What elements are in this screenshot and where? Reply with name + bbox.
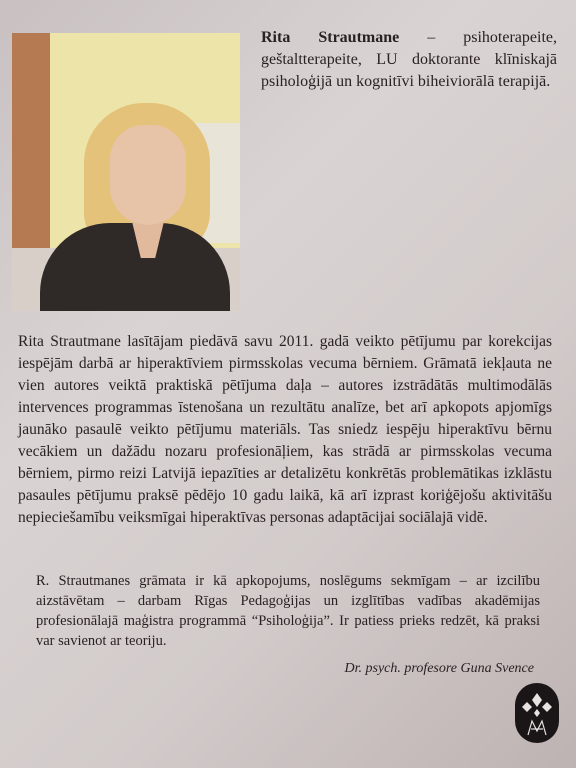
review-signature: Dr. psych. profesore Guna Svence <box>344 661 534 676</box>
author-bio <box>261 27 557 93</box>
author-description: – psihoterapeite, geštaltterapeite, LU doktorante klīniskajā psiholoģijā un kognitīvi biheiviorālā terapijā. <box>261 29 557 90</box>
author-name: Rita Strautmane <box>261 29 400 46</box>
book-description: Rita Strautmane lasītājam piedāvā savu 2011. gadā veikto pētījumu par korekcijas iespējām darbā ar hiperaktīviem pirmsskolas vecuma bērniem. Grāmatā iekļauta ne vien autores veiktā praktiskā pētījuma daļa – autores izstrādātās multimodālās intervences programmas īstenošana un rezultātu analīze, bet arī apkopots apjomīgs jaunāko pasaulē veikto pētījumu materiāls. Tas sniedz iespēju hiperaktīvu bērnu vecākiem un dažādu nozaru profesionāļiem, kas strādā ar pirmsskolas vecuma bērniem, pirmo reizi Latvijā iepazīties ar detalizētu konkrētās problemātikas izklāstu pasaules pētījumu praksē pēdējo 10 gadu laikā, kā arī izprast koriģējošu aktivitāšu nepieciešamību veiksmīgai hiperaktīvas personas adaptācijai sociālajā vidē. <box>18 333 552 526</box>
review-quote: R. Strautmanes grāmata ir kā apkopojums, noslēgums sekmīgam – ar izcilību aizstāvētam – darbam Rīgas Pedagoģijas un izglītības vadības akadēmijas profesionālajā maģistra programmā “Psiholoģija”. Ir patiess prieks redzēt, kā praksi var savienot ar teoriju. <box>36 573 540 649</box>
author-photo <box>12 33 240 311</box>
publisher-logo-icon <box>515 683 559 743</box>
